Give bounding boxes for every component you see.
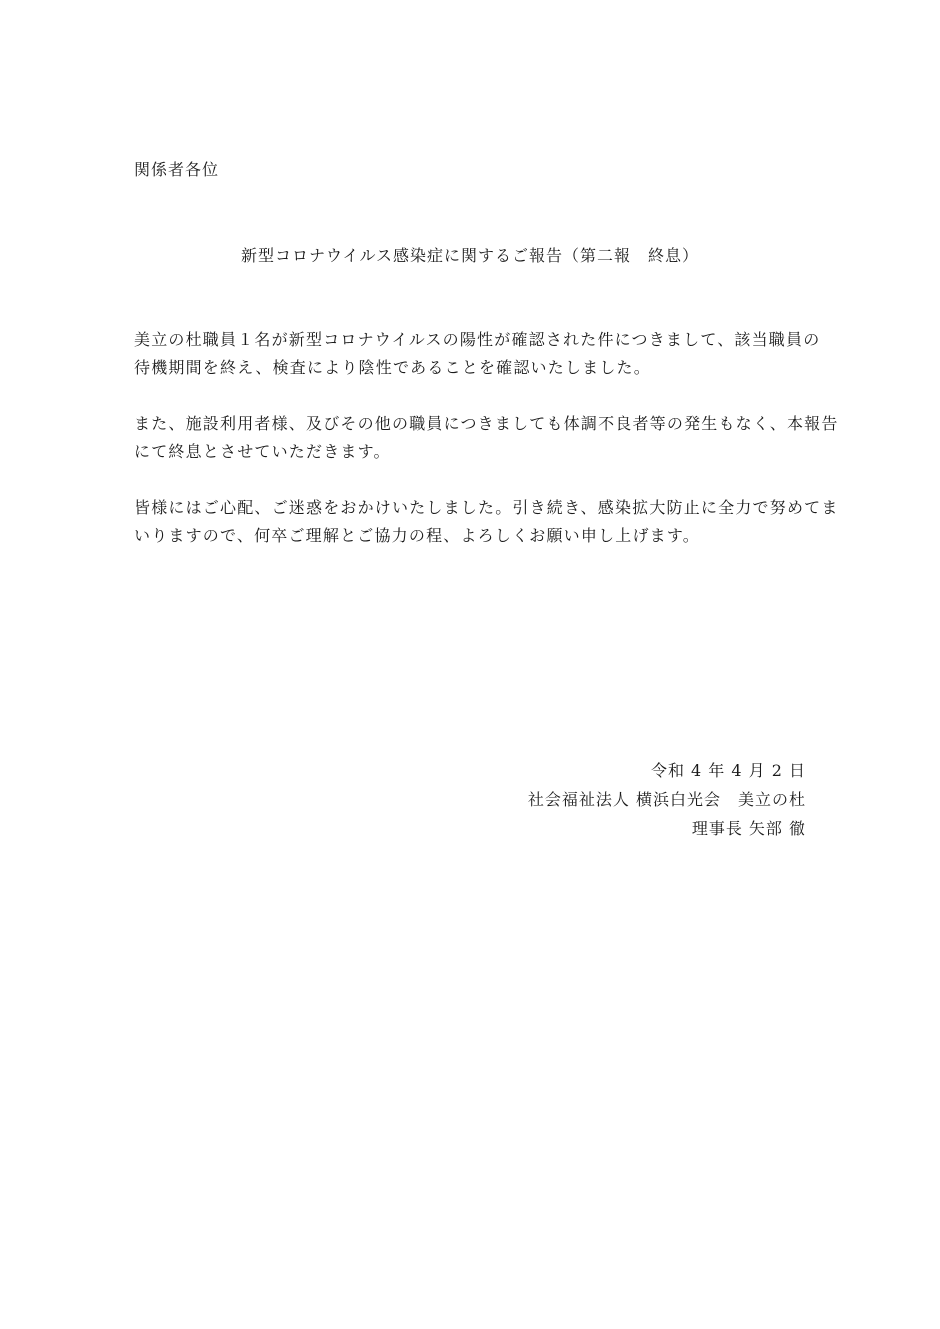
organization-name: 社会福祉法人 横浜白光会 美立の杜 (527, 790, 806, 809)
document-title: 新型コロナウイルス感染症に関するご報告（第二報 終息） (240, 246, 700, 265)
issue-date: 令和 4 年 4 月 2 日 (650, 761, 806, 780)
paragraph-line: にて終息とさせていただきます。 (134, 442, 391, 461)
paragraph-1 (134, 326, 821, 382)
paragraph-line: 待機期間を終え、検査により陰性であることを確認いたしました。 (134, 358, 651, 377)
addressee: 関係者各位 (134, 160, 220, 179)
paragraph-line: また、施設利用者様、及びその他の職員につきましても体調不良者等の発生もなく、本報告 (134, 414, 839, 433)
representative-name: 理事長 矢部 徹 (691, 819, 806, 838)
paragraph-3 (134, 494, 839, 550)
paragraph-line: いりますので、何卒ご理解とご協力の程、よろしくお願い申し上げます。 (134, 526, 701, 545)
document-body (134, 326, 839, 578)
paragraph-line: 美立の杜職員１名が新型コロナウイルスの陽性が確認された件につきまして、該当職員の (134, 330, 821, 349)
signature-block (528, 756, 806, 843)
paragraph-2 (134, 410, 839, 466)
paragraph-line: 皆様にはご心配、ご迷惑をおかけいたしました。引き続き、感染拡大防止に全力で努めてま (134, 498, 839, 517)
